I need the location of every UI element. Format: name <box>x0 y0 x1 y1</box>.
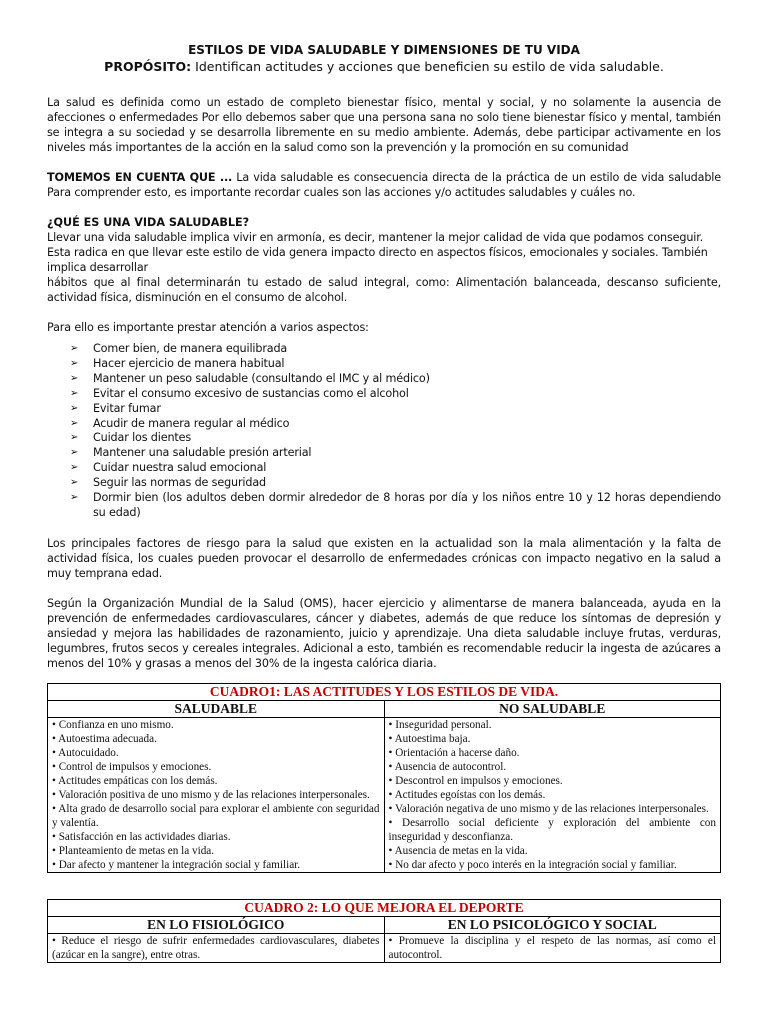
arrowhead-bullet-icon: ➢ <box>70 462 79 474</box>
table-item: • Alta grado de desarrollo social para explorar el ambiente con seguridad y valentía. <box>52 802 380 829</box>
cuadro1-title: CUADRO1: LAS ACTITUDES Y LOS ESTILOS DE VIDA. <box>48 683 721 700</box>
cuadro1-col-no-saludable: NO SALUDABLE <box>384 700 721 717</box>
aspect-item <box>70 461 721 476</box>
table-item: • Actitudes egoístas con los demás. <box>388 788 546 801</box>
aspect-item <box>70 417 721 432</box>
cuadro1-left-cell <box>48 717 385 872</box>
arrowhead-bullet-icon: ➢ <box>70 417 79 429</box>
cuadro2-table <box>47 899 721 963</box>
aspect-item <box>70 357 721 372</box>
aspect-text: Comer bien, de manera equilibrada <box>93 342 288 355</box>
arrowhead-bullet-icon: ➢ <box>70 402 79 414</box>
cuadro2-title: CUADRO 2: LO QUE MEJORA EL DEPORTE <box>48 899 721 916</box>
arrowhead-bullet-icon: ➢ <box>70 447 79 459</box>
aspect-text: Mantener un peso saludable (consultando el IMC y al médico) <box>93 371 430 385</box>
aspects-list <box>47 342 721 521</box>
table-item: • Actitudes empáticas con los demás. <box>52 774 218 787</box>
arrowhead-bullet-icon: ➢ <box>70 387 79 399</box>
purpose-label: PROPÓSITO: <box>104 59 192 74</box>
page-title: ESTILOS DE VIDA SALUDABLE Y DIMENSIONES DE TU VIDA <box>188 43 580 57</box>
table-item: • Ausencia de metas en la vida. <box>388 844 528 857</box>
aspect-text: Acudir de manera regular al médico <box>93 416 290 430</box>
table-item: • Orientación a hacerse daño. <box>388 746 520 759</box>
consider-text: La vida saludable es consecuencia directa de la práctica de un estilo de vida saludable Para comprender esto, es importante recordar cuales son las acciones y/o actitudes saludables y cuáles no. <box>47 171 721 199</box>
table-item: • Autoestima adecuada. <box>52 732 157 745</box>
aspect-text: Seguir las normas de seguridad <box>93 476 266 490</box>
arrowhead-bullet-icon: ➢ <box>70 432 79 444</box>
cuadro1-col-saludable: SALUDABLE <box>48 700 385 717</box>
purpose-text: Identifican actitudes y acciones que beneficien su estilo de vida saludable. <box>191 59 664 74</box>
table-item: • No dar afecto y poco interés en la integración social y familiar. <box>388 858 677 871</box>
consider-paragraph <box>47 170 721 200</box>
aspect-item <box>70 342 721 357</box>
aspect-item <box>70 446 721 461</box>
aspect-text: Hacer ejercicio de manera habitual <box>93 356 285 370</box>
cuadro2-col-fisiologico: EN LO FISIOLÓGICO <box>48 916 385 933</box>
table-item: • Desarrollo social deficiente y exploración del ambiente con inseguridad y desconfianza. <box>388 816 716 843</box>
what-paragraph-2: hábitos que al final determinarán tu estado de salud integral, como: Alimentación balanceada, descanso suficiente, actividad física, disminución en el consumo de alcohol. <box>47 276 721 304</box>
table-item: • Control de impulsos y emociones. <box>52 760 212 773</box>
arrowhead-bullet-icon: ➢ <box>70 343 79 354</box>
aspects-intro: Para ello es importante prestar atención a varios aspectos: <box>47 321 369 334</box>
aspect-text: Cuidar los dientes <box>93 431 192 445</box>
cuadro2-right-cell <box>384 933 721 962</box>
table-item: • Valoración positiva de uno mismo y de las relaciones interpersonales. <box>52 788 370 801</box>
table-item: • Dar afecto y mantener la integración social y familiar. <box>52 858 301 871</box>
aspect-text: Mantener una saludable presión arterial <box>93 446 312 460</box>
aspect-item <box>70 491 721 521</box>
aspect-item <box>70 476 721 491</box>
table-item: • Autocuidado. <box>52 746 119 759</box>
aspect-item <box>70 387 721 402</box>
cuadro1-right-cell <box>384 717 721 872</box>
arrowhead-bullet-icon: ➢ <box>70 357 79 369</box>
table-item: • Reduce el riesgo de sufrir enfermedades cardiovasculares, diabetes (azúcar en la sangre), entre otras. <box>52 934 380 961</box>
table-item: • Autoestima baja. <box>388 732 471 745</box>
cuadro2-left-cell <box>48 933 385 962</box>
arrowhead-bullet-icon: ➢ <box>70 477 79 489</box>
table-item: • Promueve la disciplina y el respeto de las normas, así como el autocontrol. <box>388 934 716 961</box>
aspect-item <box>70 431 721 446</box>
aspect-text: Dormir bien (los adultos deben dormir alrededor de 8 horas por día y los niños entre 10 y 12 horas dependiendo su edad) <box>93 491 721 519</box>
cuadro1-table <box>47 683 721 873</box>
table-item: • Descontrol en impulsos y emociones. <box>388 774 563 787</box>
table-item: • Ausencia de autocontrol. <box>388 760 507 773</box>
arrowhead-bullet-icon: ➢ <box>70 492 79 504</box>
aspect-item <box>70 372 721 387</box>
aspect-text: Evitar el consumo excesivo de sustancias como el alcohol <box>93 386 409 400</box>
consider-label: TOMEMOS EN CUENTA QUE ... <box>47 171 233 184</box>
risk-paragraph: Los principales factores de riesgo para la salud que existen en la actualidad son la mala alimentación y la falta de actividad física, los cuales pueden provocar el desarrollo de enfermedades crónicas con impacto negativo en la salud a muy temprana edad. <box>47 536 721 580</box>
table-item: • Valoración negativa de uno mismo y de las relaciones interpersonales. <box>388 802 709 815</box>
oms-paragraph: Según la Organización Mundial de la Salud (OMS), hacer ejercicio y alimentarse de manera balanceada, ayuda en la prevención de enfermedades cardiovasculares, cáncer y diabetes, además de que reduce los síntomas de depresión y ansiedad y mejora las habilidades de razonamiento, juicio y aprendizaje. Una dieta saludable incluye frutas, verduras, legumbres, frutos secos y cereales integrales. Adicional a esto, también es recomendable reducir la ingesta de azúcares a menos del 10% y grasas a menos del 30% de la ingesta calórica diaria. <box>47 596 721 670</box>
what-paragraph-1: Llevar una vida saludable implica vivir en armonía, es decir, mantener la mejor calidad de vida que podamos conseguir. Esta radica en que llevar este estilo de vida genera impacto directo en aspectos físicos, emocionales y sociales. También implica desarrollar <box>47 231 708 274</box>
cuadro2-col-psicologico: EN LO PSICOLÓGICO Y SOCIAL <box>384 916 721 933</box>
purpose-line <box>47 58 721 75</box>
table-item: • Planteamiento de metas en la vida. <box>52 844 215 857</box>
aspect-text: Cuidar nuestra salud emocional <box>93 461 267 475</box>
arrowhead-bullet-icon: ➢ <box>70 372 79 384</box>
table-item: • Satisfacción en las actividades diarias. <box>52 830 231 843</box>
table-item: • Inseguridad personal. <box>388 718 492 731</box>
table-item: • Confianza en uno mismo. <box>52 718 174 731</box>
what-heading: ¿QUÉ ES UNA VIDA SALUDABLE? <box>47 216 250 229</box>
intro-paragraph: La salud es definida como un estado de completo bienestar físico, mental y social, y no solamente la ausencia de afecciones o enfermedades Por ello debemos saber que una persona sana no solo tiene bienestar físico y mental, también se integra a su sociedad y se desarrolla libremente en su medio ambiente. Además, debe participar activamente en los niveles más importantes de la acción en la salud como son la prevención y la promoción en su comunidad <box>47 96 721 154</box>
aspect-text: Evitar fumar <box>93 401 161 415</box>
aspect-item <box>70 402 721 417</box>
